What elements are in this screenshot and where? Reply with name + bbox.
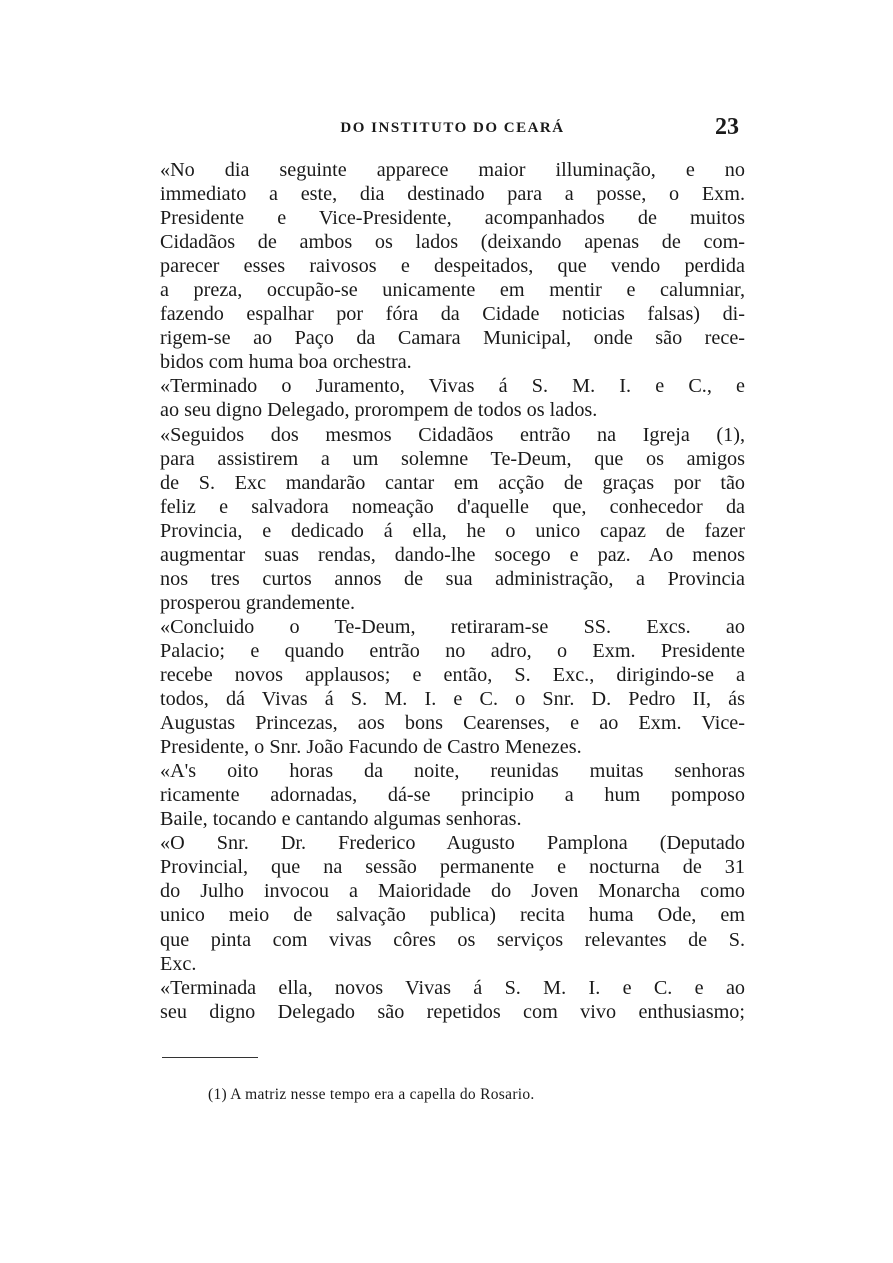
text-line: «Seguidos dos mesmos Cidadãos entrão na Igreja (1), [160, 423, 745, 446]
text-line: Presidente, o Snr. João Facundo de Castro Menezes. [160, 736, 582, 759]
footnote-divider [162, 1057, 258, 1058]
text-line: fazendo espalhar por fóra da Cidade noticias falsas) di- [160, 303, 745, 326]
text-line: Provincia, e dedicado á ella, he o unico capaz de fazer [160, 519, 745, 542]
text-line: rigem-se ao Paço da Camara Municipal, onde são rece- [160, 327, 745, 350]
text-line: «O Snr. Dr. Frederico Augusto Pamplona (Deputado [160, 832, 745, 855]
text-line: prosperou grandemente. [160, 591, 356, 614]
text-line: «Terminada ella, novos Vivas á S. M. I. e C. e ao [160, 976, 745, 999]
text-line: Exc. [160, 952, 197, 975]
text-line: de S. Exc mandarão cantar em acção de graças por tão [160, 471, 745, 494]
text-line: augmentar suas rendas, dando-lhe socego e paz. Ao menos [160, 543, 745, 566]
text-line: para assistirem a um solemne Te-Deum, que os amigos [160, 447, 745, 470]
text-line: feliz e salvadora nomeação d'aquelle que, conhecedor da [160, 495, 745, 518]
text-line: todos, dá Vivas á S. M. I. e C. o Snr. D. Pedro II, ás [160, 688, 745, 711]
text-line: «Concluido o Te-Deum, retiraram-se SS. Excs. ao [160, 615, 745, 638]
text-line: a preza, occupão-se unicamente em mentir e calumniar, [160, 279, 745, 302]
text-line: parecer esses raivosos e despeitados, que vendo perdida [160, 255, 745, 278]
text-line: Palacio; e quando entrão no adro, o Exm. Presidente [160, 639, 745, 662]
text-line: Augustas Princezas, aos bons Cearenses, e ao Exm. Vice- [160, 712, 745, 735]
text-line: immediato a este, dia destinado para a posse, o Exm. [160, 183, 745, 206]
text-line: «A's oito horas da noite, reunidas muitas senhoras [160, 760, 745, 783]
text-line: seu digno Delegado são repetidos com vivo enthusiasmo; [160, 1000, 745, 1023]
text-line: recebe novos applausos; e então, S. Exc., dirigindo-se a [160, 663, 745, 686]
text-line: nos tres curtos annos de sua administração, a Provincia [160, 567, 745, 590]
page-header [160, 114, 745, 148]
text-line: Provincial, que na sessão permanente e nocturna de 31 [160, 856, 745, 879]
text-line: unico meio de salvação publica) recita huma Ode, em [160, 904, 745, 927]
text-line: Baile, tocando e cantando algumas senhoras. [160, 808, 522, 831]
text-line: Presidente e Vice-Presidente, acompanhados de muitos [160, 207, 745, 230]
text-line: que pinta com vivas côres os serviços relevantes de S. [160, 928, 745, 951]
text-line: «No dia seguinte apparece maior illuminação, e no [160, 159, 745, 181]
text-line: ao seu digno Delegado, prorompem de todos os lados. [160, 399, 598, 422]
text-line: Cidadãos de ambos os lados (deixando apenas de com- [160, 231, 745, 254]
text-line: ricamente adornadas, dá-se principio a hum pomposo [160, 784, 745, 807]
footnote: (1) A matriz nesse tempo era a capella do Rosario. [208, 1086, 535, 1103]
text-line: «Terminado o Juramento, Vivas á S. M. I. e C., e [160, 375, 745, 398]
running-title: DO INSTITUTO DO CEARÁ [340, 120, 565, 136]
text-line: bidos com huma boa orchestra. [160, 351, 412, 374]
text-line: do Julho invocou a Maioridade do Joven Monarcha como [160, 880, 745, 903]
body-text [160, 158, 745, 1024]
page-number: 23 [715, 114, 739, 140]
